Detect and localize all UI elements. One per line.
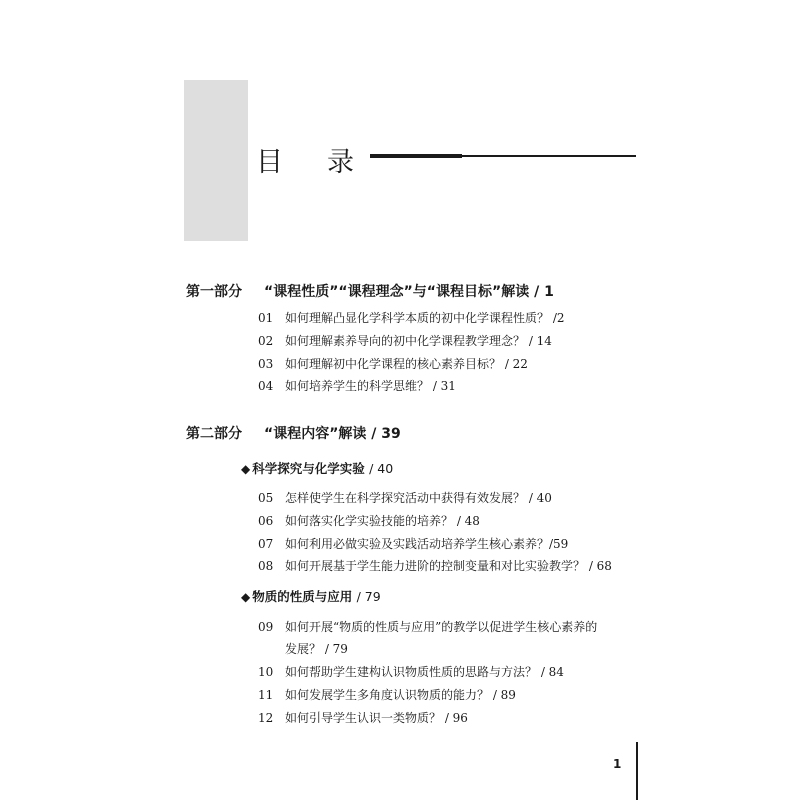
toc-item-05[interactable] <box>258 489 552 506</box>
part-label: 第一部分 <box>186 284 242 300</box>
toc-item-09[interactable] <box>258 618 597 635</box>
item-number: 02 <box>258 334 274 348</box>
section-page: / 40 <box>369 461 394 476</box>
part-title: “课程性质”“课程理念”与“课程目标”解读 / 1 <box>264 284 554 300</box>
part-label: 第二部分 <box>186 426 242 442</box>
item-text: 如何开展基于学生能力进阶的控制变量和对比实验教学？ / 68 <box>285 559 612 573</box>
item-text: 如何发展学生多角度认识物质的能力？ / 89 <box>285 688 516 702</box>
item-number: 08 <box>258 559 274 573</box>
section-title: 物质的性质与应用 <box>252 589 353 604</box>
toc-item-11[interactable] <box>258 686 516 703</box>
item-text: 如何理解初中化学课程的核心素养目标？ / 22 <box>285 357 528 371</box>
part-heading-1[interactable] <box>186 281 554 301</box>
item-number: 09 <box>258 620 274 634</box>
item-number: 12 <box>258 711 274 725</box>
item-text: 如何帮助学生建构认识物质性质的思路与方法？ / 84 <box>285 665 564 679</box>
toc-item-04[interactable] <box>258 377 456 394</box>
section-heading-2[interactable] <box>241 587 381 605</box>
diamond-bullet-icon: ◆ <box>241 590 251 604</box>
section-heading-1[interactable] <box>241 459 393 477</box>
section-page: / 79 <box>356 589 381 604</box>
section-title: 科学探究与化学实验 <box>252 461 365 476</box>
item-text: 如何引导学生认识一类物质？ / 96 <box>285 711 468 725</box>
item-number: 04 <box>258 379 274 393</box>
item-number: 01 <box>258 311 274 325</box>
toc-item-03[interactable] <box>258 355 528 372</box>
toc-item-10[interactable] <box>258 663 564 680</box>
toc-item-02[interactable] <box>258 332 552 349</box>
toc-item-06[interactable] <box>258 512 480 529</box>
item-number: 05 <box>258 491 274 505</box>
toc-title-char-2: 录 <box>327 147 354 178</box>
item-number: 06 <box>258 514 274 528</box>
item-number: 03 <box>258 357 274 371</box>
item-number: 11 <box>258 688 274 702</box>
item-text: 如何培养学生的科学思维？ / 31 <box>285 379 456 393</box>
item-number: 07 <box>258 537 274 551</box>
title-gray-block <box>184 80 248 241</box>
item-text: 如何理解凸显化学科学本质的初中化学课程性质？ /2 <box>285 311 565 325</box>
toc-title-char-1: 目 <box>256 147 283 178</box>
item-text: 如何利用必做实验及实践活动培养学生核心素养？/59 <box>285 537 569 551</box>
toc-item-09-continuation[interactable]: 发展？ / 79 <box>285 642 348 656</box>
toc-title <box>256 140 354 179</box>
part-heading-2[interactable] <box>186 423 401 443</box>
item-text: 如何落实化学实验技能的培养？ / 48 <box>285 514 480 528</box>
toc-item-07[interactable] <box>258 535 568 552</box>
title-rule-accent <box>370 154 462 158</box>
item-text: 如何理解素养导向的初中化学课程教学理念？ / 14 <box>285 334 552 348</box>
part-title: “课程内容”解读 / 39 <box>264 426 401 442</box>
toc-item-08[interactable] <box>258 557 612 574</box>
toc-item-01[interactable] <box>258 309 565 326</box>
page-number: 1 <box>613 757 622 771</box>
item-number: 10 <box>258 665 274 679</box>
diamond-bullet-icon: ◆ <box>241 462 251 476</box>
toc-item-12[interactable] <box>258 709 468 726</box>
page-number-rule <box>636 742 638 800</box>
item-text: 如何开展“物质的性质与应用”的教学以促进学生核心素养的 <box>285 620 598 634</box>
item-text: 怎样使学生在科学探究活动中获得有效发展？ / 40 <box>285 491 552 505</box>
